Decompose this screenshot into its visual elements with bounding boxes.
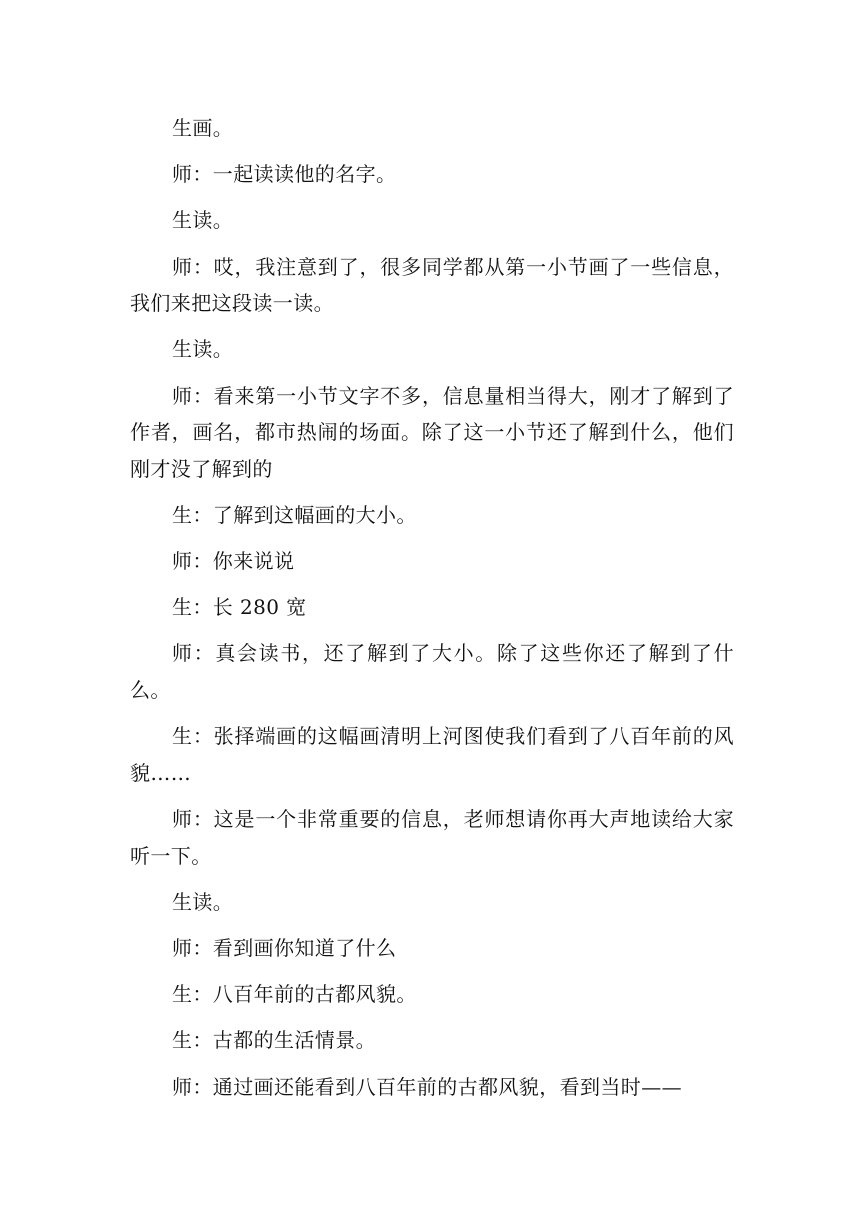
paragraph: 生读。 xyxy=(172,208,234,233)
paragraph: 师：一起读读他的名字。 xyxy=(172,162,397,187)
paragraph: 生：张择端画的这幅画清明上河图使我们看到了八百年前的风貌…… xyxy=(130,724,734,785)
paragraph: 生读。 xyxy=(172,889,234,914)
paragraph: 师：哎，我注意到了，很多同学都从第一小节画了一些信息，我们来把这段读一读。 xyxy=(130,254,734,316)
paragraph: 师：看到画你知道了什么 xyxy=(172,936,397,960)
document-body xyxy=(130,110,734,1115)
paragraph: 生：八百年前的古都风貌。 xyxy=(172,982,417,1007)
paragraph: 生读。 xyxy=(172,337,234,362)
paragraph: 生：长 280 宽 xyxy=(172,595,307,620)
paragraph: 生：古都的生活情景。 xyxy=(172,1028,376,1053)
paragraph: 师：通过画还能看到八百年前的古都风貌，看到当时—— xyxy=(172,1074,682,1099)
paragraph: 师：这是一个非常重要的信息，老师想请你再大声地读给大家听一下。 xyxy=(130,807,734,868)
paragraph: 师：看来第一小节文字不多，信息量相当得大，刚才了解到了作者，画名，都市热闹的场面。除了这一小节还了解到什么，他们刚才没了解到的 xyxy=(130,383,734,481)
paragraph: 师：真会读书，还了解到了大小。除了这些你还了解到了什么。 xyxy=(130,641,734,703)
paragraph: 师：你来说说 xyxy=(172,549,295,574)
paragraph: 生画。 xyxy=(172,116,234,140)
paragraph: 生：了解到这幅画的大小。 xyxy=(172,502,417,527)
